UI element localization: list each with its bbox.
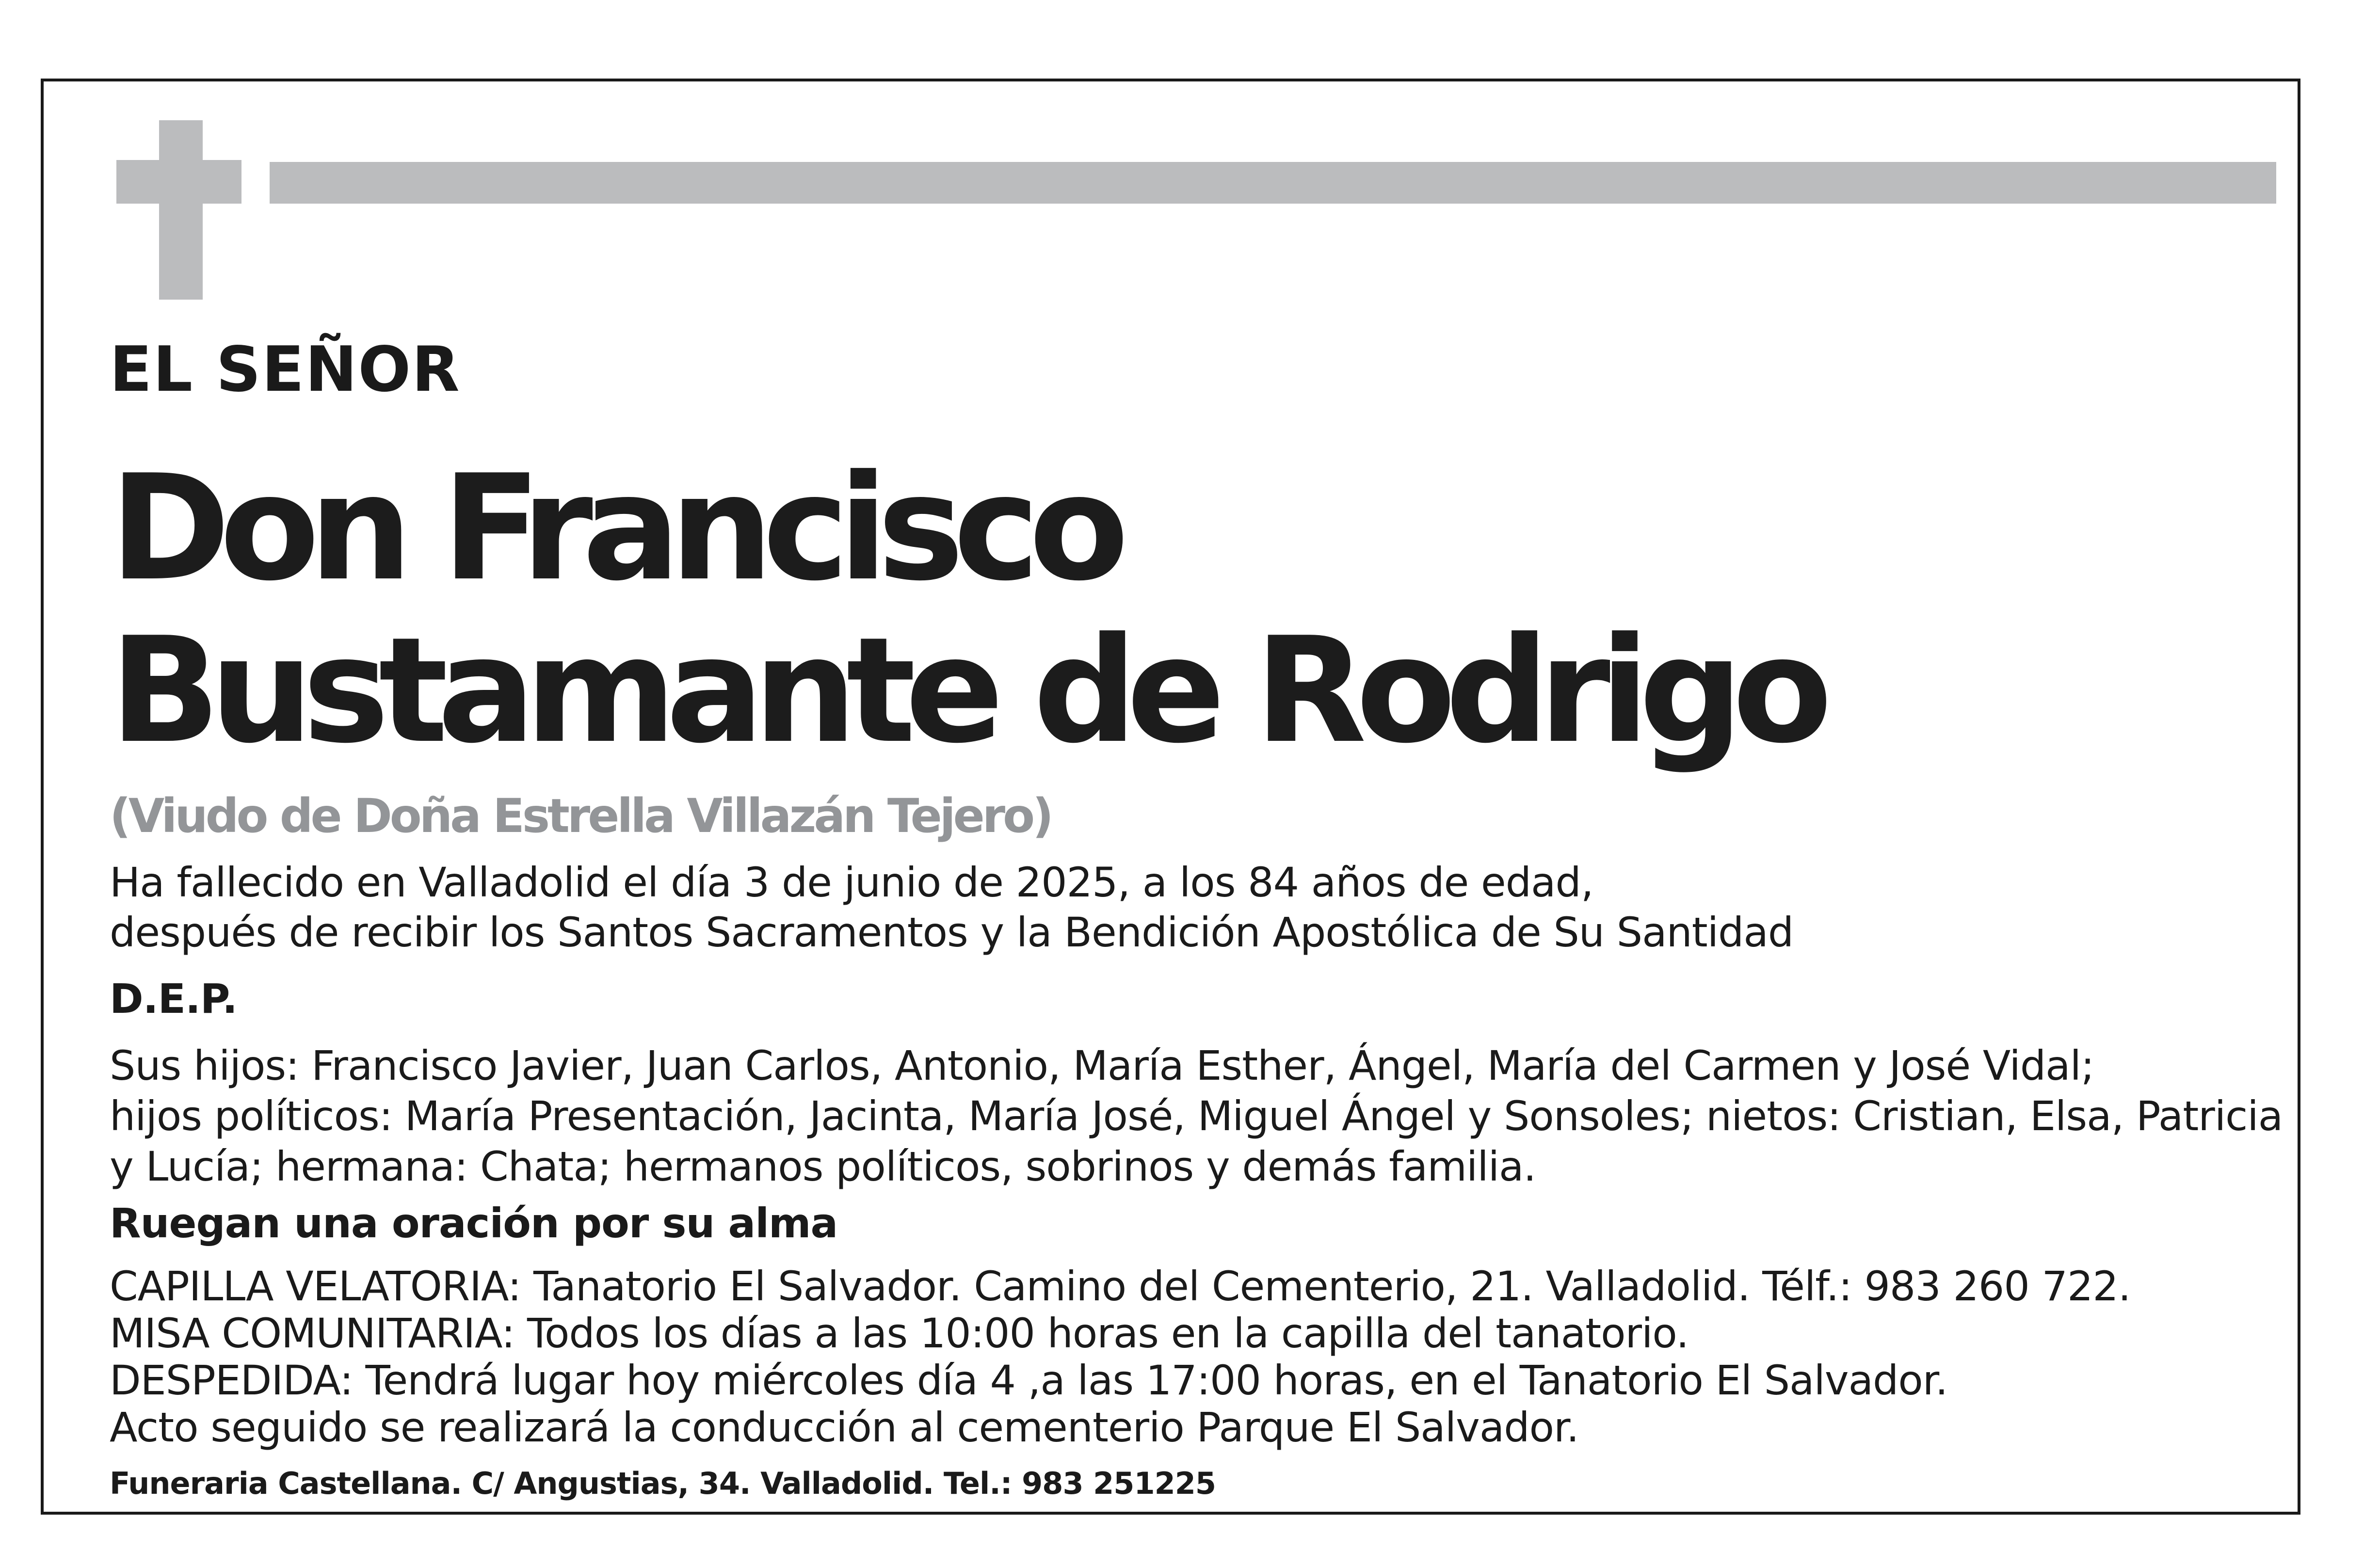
spouse-note: (Viudo de Doña Estrella Villazán Tejero) bbox=[110, 789, 1051, 843]
family-line-3: y Lucía; hermana: Chata; hermanos políticos, sobrinos y demás familia. bbox=[110, 1143, 1536, 1190]
service-line-3: DESPEDIDA: Tendrá lugar hoy miércoles día 4 ,a las 17:00 horas, en el Tanatorio El Salvador. bbox=[110, 1357, 1948, 1404]
family-line-2: hijos políticos: María Presentación, Jacinta, María José, Miguel Ángel y Sonsoles; nietos: Cristian, Elsa, Patricia bbox=[110, 1092, 2283, 1140]
header-gray-bar bbox=[270, 162, 2276, 204]
cross-icon-horizontal bbox=[116, 160, 241, 204]
service-line-4: Acto seguido se realizará la conducción al cementerio Parque El Salvador. bbox=[110, 1404, 1579, 1451]
death-line-2: después de recibir los Santos Sacramentos y la Bendición Apostólica de Su Santidad bbox=[110, 909, 1794, 956]
service-line-1: CAPILLA VELATORIA: Tanatorio El Salvador. Camino del Cementerio, 21. Valladolid. Télf.: 983 260 722. bbox=[110, 1263, 2131, 1310]
honorific: EL SEÑOR bbox=[110, 334, 461, 406]
service-line-2: MISA COMUNITARIA: Todos los días a las 10:00 horas en la capilla del tanatorio. bbox=[110, 1310, 1689, 1357]
family-line-1: Sus hijos: Francisco Javier, Juan Carlos, Antonio, María Esther, Ángel, María del Carmen y José Vidal; bbox=[110, 1042, 2094, 1089]
death-line-1: Ha fallecido en Valladolid el día 3 de junio de 2025, a los 84 años de edad, bbox=[110, 859, 1593, 906]
cross-icon-vertical bbox=[159, 120, 203, 300]
prayer-request: Ruegan una oración por su alma bbox=[110, 1199, 838, 1247]
rip-text: D.E.P. bbox=[110, 975, 237, 1023]
deceased-name-line2: Bustamante de Rodrigo bbox=[110, 606, 1822, 775]
funeral-home-info: Funeraria Castellana. C/ Angustias, 34. Valladolid. Tel.: 983 251225 bbox=[110, 1466, 1216, 1501]
deceased-name-line1: Don Francisco bbox=[110, 444, 1119, 613]
